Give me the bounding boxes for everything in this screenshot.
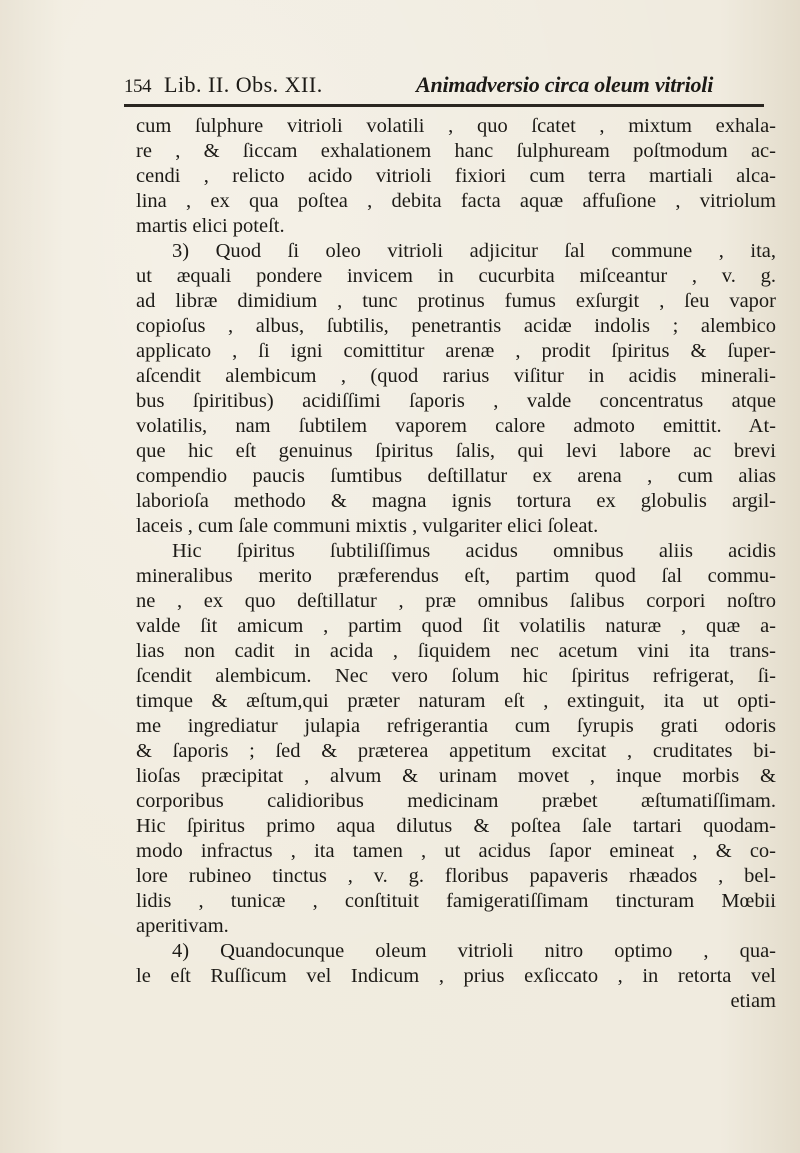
text-line: applicato , ſi igni comittitur arenæ , prodit ſpiritus & ſuper- [136, 340, 776, 362]
text-line: modo infractus , ita tamen , ut acidus ſapor emineat , & co- [136, 840, 776, 862]
text-line: ſcendit alembicum. Nec vero ſolum hic ſpiritus refrigerat, ſi- [136, 665, 776, 687]
text-line: re , & ſiccam exhalationem hanc ſulphuream poſtmodum ac- [136, 140, 776, 162]
text-line: me ingrediatur julapia refrigerantia cum ſyrupis grati odoris [136, 715, 776, 737]
text-line: lias non cadit in acida , ſiquidem nec acetum vini ita trans- [136, 640, 776, 662]
text-line: corporibus calidioribus medicinam præbet æſtumatiſſimam. [136, 790, 776, 812]
text-line: copioſus , albus, ſubtilis, penetrantis acidæ indolis ; alembico [136, 315, 776, 337]
text-line: & ſaporis ; ſed & præterea appetitum excitat , cruditates bi- [136, 740, 776, 762]
text-line: laborioſa methodo & magna ignis tortura ex globulis argil- [136, 490, 776, 512]
text-line: ne , ex quo deſtillatur , præ omnibus ſalibus corpori noſtro [136, 590, 776, 612]
text-line: volatilis, nam ſubtilem vaporem calore admoto emittit. At- [136, 415, 776, 437]
text-line: bus ſpiritibus) acidiſſimi ſaporis , valde concentratus atque [136, 390, 776, 412]
text-line: timque & æſtum,qui præter naturam eſt , extinguit, ita ut opti- [136, 690, 776, 712]
text-line: valde ſit amicum , partim quod ſit volatilis naturæ , quæ a- [136, 615, 776, 637]
page-number: 154 [124, 76, 151, 97]
header-rule [124, 104, 764, 107]
text-line: lore rubineo tinctus , v. g. floribus papaveris rhæados , bel- [136, 865, 776, 887]
text-line: lina , ex qua poſtea , debita facta aquæ affuſione , vitriolum [136, 190, 776, 212]
text-line: Hic ſpiritus ſubtiliſſimus acidus omnibus aliis acidis [172, 540, 776, 562]
text-line: aſcendit alembicum , (quod rarius viſitur in acidis minerali- [136, 365, 776, 387]
text-line: Hic ſpiritus primo aqua dilutus & poſtea ſale tartari quodam- [136, 815, 776, 837]
text-line: laceis , cum ſale communi mixtis , vulgariter elici ſoleat. [136, 515, 599, 537]
text-line: aperitivam. [136, 915, 229, 937]
text-line: 3) Quod ſi oleo vitrioli adjicitur ſal commune , ita, [172, 240, 776, 262]
text-line: ad libræ dimidium , tunc protinus fumus exſurgit , ſeu vapor [136, 290, 776, 312]
text-line: lidis , tunicæ , conſtituit famigeratiſſimam tincturam Mœbii [136, 890, 776, 912]
text-line: 4) Quandocunque oleum vitrioli nitro optimo , qua- [172, 940, 776, 962]
text-line: cum ſulphure vitrioli volatili , quo ſcatet , mixtum exhala- [136, 115, 776, 137]
body-text [136, 114, 776, 1014]
section-title: Animadversio circa oleum vitrioli [416, 72, 714, 97]
text-line: martis elici poteſt. [136, 215, 285, 237]
text-line: cendi , relicto acido vitrioli fixiori cum terra martiali alca- [136, 165, 776, 187]
catchword: etiam [730, 990, 776, 1012]
book-observation-label: Lib. II. Obs. XII. [164, 72, 323, 97]
text-line: mineralibus merito præferendus eſt, partim quod ſal commu- [136, 565, 776, 587]
running-head [124, 68, 764, 102]
text-line: le eſt Ruſſicum vel Indicum , prius exſiccato , in retorta vel [136, 965, 776, 987]
text-line: lioſas præcipitat , alvum & urinam movet , inque morbis & [136, 765, 776, 787]
text-line: compendio paucis ſumtibus deſtillatur ex arena , cum alias [136, 465, 776, 487]
text-line: ut æquali pondere invicem in cucurbita miſceantur , v. g. [136, 265, 776, 287]
text-line: que hic eſt genuinus ſpiritus ſalis, qui levi labore ac brevi [136, 440, 776, 462]
